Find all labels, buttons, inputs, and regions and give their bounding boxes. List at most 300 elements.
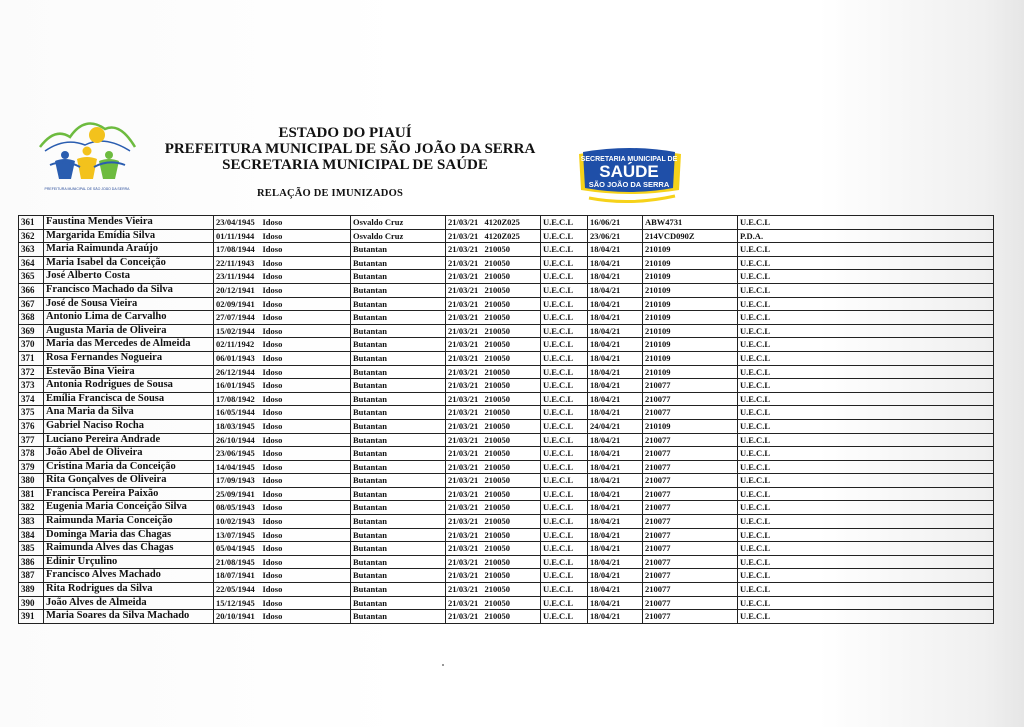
- dose2-place-cell: U.E.C.L: [738, 474, 994, 488]
- row-number-cell: 386: [19, 555, 44, 569]
- patient-name-cell: João Abel de Oliveira: [44, 447, 214, 461]
- dose1-date-cell: 21/03/21: [446, 447, 483, 461]
- patient-name-cell: Rita Gonçalves de Oliveira: [44, 474, 214, 488]
- birth-date-cell: 17/09/1943: [214, 474, 261, 488]
- dose2-lot-cell: 210077: [643, 447, 738, 461]
- patient-name-cell: Emília Francisca de Sousa: [44, 392, 214, 406]
- dose2-lot-cell: 210109: [643, 311, 738, 325]
- row-number-cell: 376: [19, 419, 44, 433]
- priority-group-cell: Idoso: [261, 379, 351, 393]
- dose1-place-cell: U.E.C.L: [541, 351, 588, 365]
- dose1-date-cell: 21/03/21: [446, 569, 483, 583]
- dose2-date-cell: 18/04/21: [588, 297, 643, 311]
- dose2-date-cell: 18/04/21: [588, 555, 643, 569]
- birth-date-cell: 14/04/1945: [214, 460, 261, 474]
- dose1-lot-cell: 4120Z025: [483, 216, 541, 230]
- dose1-lot-cell: 210050: [483, 583, 541, 597]
- dose1-place-cell: U.E.C.L: [541, 501, 588, 515]
- dose1-place-cell: U.E.C.L: [541, 229, 588, 243]
- dose2-date-cell: 18/04/21: [588, 338, 643, 352]
- vaccine-lab-cell: Butantan: [351, 487, 446, 501]
- table-row: [19, 433, 994, 447]
- priority-group-cell: Idoso: [261, 243, 351, 257]
- dose2-place-cell: U.E.C.L: [738, 447, 994, 461]
- dose2-place-cell: U.E.C.L: [738, 487, 994, 501]
- dose2-date-cell: 18/04/21: [588, 501, 643, 515]
- dose2-date-cell: 18/04/21: [588, 406, 643, 420]
- patient-name-cell: Rosa Fernandes Nogueira: [44, 351, 214, 365]
- patient-name-cell: Edinir Urçulino: [44, 555, 214, 569]
- dose2-place-cell: U.E.C.L: [738, 406, 994, 420]
- birth-date-cell: 10/02/1943: [214, 515, 261, 529]
- table-row: [19, 610, 994, 624]
- row-number-cell: 373: [19, 379, 44, 393]
- dose1-date-cell: 21/03/21: [446, 365, 483, 379]
- priority-group-cell: Idoso: [261, 324, 351, 338]
- birth-date-cell: 05/04/1945: [214, 542, 261, 556]
- row-number-cell: 375: [19, 406, 44, 420]
- priority-group-cell: Idoso: [261, 501, 351, 515]
- dose2-place-cell: U.E.C.L: [738, 351, 994, 365]
- dose2-place-cell: U.E.C.L: [738, 515, 994, 529]
- birth-date-cell: 26/10/1944: [214, 433, 261, 447]
- patient-name-cell: Eugenia Maria Conceição Silva: [44, 501, 214, 515]
- row-number-cell: 364: [19, 256, 44, 270]
- dose1-lot-cell: 210050: [483, 555, 541, 569]
- dose2-date-cell: 18/04/21: [588, 256, 643, 270]
- row-number-cell: 374: [19, 392, 44, 406]
- patient-name-cell: Dominga Maria das Chagas: [44, 528, 214, 542]
- dose2-place-cell: U.E.C.L: [738, 297, 994, 311]
- dose1-lot-cell: 210050: [483, 447, 541, 461]
- table-row: [19, 324, 994, 338]
- dose2-lot-cell: 210077: [643, 515, 738, 529]
- dose1-place-cell: U.E.C.L: [541, 256, 588, 270]
- vaccine-lab-cell: Butantan: [351, 297, 446, 311]
- vaccine-lab-cell: Butantan: [351, 610, 446, 624]
- dose1-lot-cell: 210050: [483, 515, 541, 529]
- dose2-lot-cell: 210077: [643, 392, 738, 406]
- dose1-place-cell: U.E.C.L: [541, 474, 588, 488]
- priority-group-cell: Idoso: [261, 351, 351, 365]
- dose1-lot-cell: 210050: [483, 487, 541, 501]
- dose1-place-cell: U.E.C.L: [541, 596, 588, 610]
- vaccine-lab-cell: Butantan: [351, 447, 446, 461]
- birth-date-cell: 01/11/1944: [214, 229, 261, 243]
- priority-group-cell: Idoso: [261, 474, 351, 488]
- dose2-lot-cell: 210077: [643, 528, 738, 542]
- dose2-lot-cell: 210077: [643, 596, 738, 610]
- dose2-lot-cell: 210109: [643, 243, 738, 257]
- table-row: [19, 406, 994, 420]
- row-number-cell: 383: [19, 515, 44, 529]
- dose1-place-cell: U.E.C.L: [541, 283, 588, 297]
- patient-name-cell: Augusta Maria de Oliveira: [44, 324, 214, 338]
- dose2-place-cell: U.E.C.L: [738, 311, 994, 325]
- priority-group-cell: Idoso: [261, 419, 351, 433]
- row-number-cell: 370: [19, 338, 44, 352]
- row-number-cell: 389: [19, 583, 44, 597]
- dose2-place-cell: U.E.C.L: [738, 419, 994, 433]
- dose2-place-cell: U.E.C.L: [738, 283, 994, 297]
- row-number-cell: 379: [19, 460, 44, 474]
- dose2-place-cell: U.E.C.L: [738, 216, 994, 230]
- row-number-cell: 381: [19, 487, 44, 501]
- row-number-cell: 361: [19, 216, 44, 230]
- birth-date-cell: 20/10/1941: [214, 610, 261, 624]
- vaccine-lab-cell: Butantan: [351, 542, 446, 556]
- dose2-date-cell: 18/04/21: [588, 433, 643, 447]
- dose2-date-cell: 18/04/21: [588, 487, 643, 501]
- birth-date-cell: 18/07/1941: [214, 569, 261, 583]
- dose1-place-cell: U.E.C.L: [541, 406, 588, 420]
- dose1-place-cell: U.E.C.L: [541, 542, 588, 556]
- dose1-lot-cell: 210050: [483, 379, 541, 393]
- dose2-lot-cell: 210077: [643, 379, 738, 393]
- dose2-place-cell: U.E.C.L: [738, 555, 994, 569]
- vaccine-lab-cell: Butantan: [351, 433, 446, 447]
- dose2-lot-cell: 210109: [643, 338, 738, 352]
- vaccine-lab-cell: Butantan: [351, 311, 446, 325]
- dose1-date-cell: 21/03/21: [446, 474, 483, 488]
- priority-group-cell: Idoso: [261, 555, 351, 569]
- birth-date-cell: 20/12/1941: [214, 283, 261, 297]
- patient-name-cell: Faustina Mendes Vieira: [44, 216, 214, 230]
- dose1-place-cell: U.E.C.L: [541, 419, 588, 433]
- dose2-lot-cell: 210109: [643, 351, 738, 365]
- dose1-lot-cell: 210050: [483, 270, 541, 284]
- table-row: [19, 351, 994, 365]
- dose1-place-cell: U.E.C.L: [541, 460, 588, 474]
- table-row: [19, 447, 994, 461]
- table-row: [19, 392, 994, 406]
- vaccine-lab-cell: Butantan: [351, 338, 446, 352]
- dose1-place-cell: U.E.C.L: [541, 569, 588, 583]
- dose1-date-cell: 21/03/21: [446, 324, 483, 338]
- dose2-lot-cell: 210077: [643, 569, 738, 583]
- priority-group-cell: Idoso: [261, 365, 351, 379]
- table-row: [19, 501, 994, 515]
- dose1-date-cell: 21/03/21: [446, 297, 483, 311]
- birth-date-cell: 17/08/1944: [214, 243, 261, 257]
- vaccine-lab-cell: Butantan: [351, 365, 446, 379]
- priority-group-cell: Idoso: [261, 229, 351, 243]
- birth-date-cell: 22/05/1944: [214, 583, 261, 597]
- dose2-lot-cell: 210077: [643, 406, 738, 420]
- health-secretariat-logo: [575, 148, 685, 208]
- row-number-cell: 365: [19, 270, 44, 284]
- row-number-cell: 369: [19, 324, 44, 338]
- birth-date-cell: 22/11/1943: [214, 256, 261, 270]
- dose2-place-cell: U.E.C.L: [738, 256, 994, 270]
- dose1-place-cell: U.E.C.L: [541, 270, 588, 284]
- dose2-date-cell: 18/04/21: [588, 379, 643, 393]
- patient-name-cell: Margarida Emídia Silva: [44, 229, 214, 243]
- dose2-date-cell: 23/06/21: [588, 229, 643, 243]
- dose1-date-cell: 21/03/21: [446, 460, 483, 474]
- vaccine-lab-cell: Butantan: [351, 501, 446, 515]
- patient-name-cell: Cristina Maria da Conceição: [44, 460, 214, 474]
- dose1-date-cell: 21/03/21: [446, 311, 483, 325]
- dose2-lot-cell: 210077: [643, 433, 738, 447]
- row-number-cell: 387: [19, 569, 44, 583]
- table-row: [19, 338, 994, 352]
- birth-date-cell: 02/11/1942: [214, 338, 261, 352]
- patient-name-cell: Francisca Pereira Paixão: [44, 487, 214, 501]
- dose2-place-cell: U.E.C.L: [738, 542, 994, 556]
- dose1-lot-cell: 210050: [483, 406, 541, 420]
- row-number-cell: 377: [19, 433, 44, 447]
- row-number-cell: 371: [19, 351, 44, 365]
- birth-date-cell: 15/02/1944: [214, 324, 261, 338]
- immunized-table: [18, 215, 994, 624]
- dose2-place-cell: U.E.C.L: [738, 270, 994, 284]
- dose1-place-cell: U.E.C.L: [541, 297, 588, 311]
- dose1-date-cell: 21/03/21: [446, 555, 483, 569]
- dose1-date-cell: 21/03/21: [446, 596, 483, 610]
- patient-name-cell: Gabriel Naciso Rocha: [44, 419, 214, 433]
- birth-date-cell: 02/09/1941: [214, 297, 261, 311]
- priority-group-cell: Idoso: [261, 338, 351, 352]
- dose2-place-cell: U.E.C.L: [738, 528, 994, 542]
- birth-date-cell: 23/04/1945: [214, 216, 261, 230]
- birth-date-cell: 08/05/1943: [214, 501, 261, 515]
- dose1-place-cell: U.E.C.L: [541, 365, 588, 379]
- dose1-date-cell: 21/03/21: [446, 229, 483, 243]
- dose1-date-cell: 21/03/21: [446, 392, 483, 406]
- priority-group-cell: Idoso: [261, 542, 351, 556]
- table-row: [19, 460, 994, 474]
- dose2-lot-cell: 210109: [643, 283, 738, 297]
- vaccine-lab-cell: Osvaldo Cruz: [351, 216, 446, 230]
- dose1-lot-cell: 210050: [483, 610, 541, 624]
- dose1-lot-cell: 210050: [483, 324, 541, 338]
- vaccine-lab-cell: Butantan: [351, 351, 446, 365]
- table-row: [19, 515, 994, 529]
- birth-date-cell: 25/09/1941: [214, 487, 261, 501]
- patient-name-cell: José Alberto Costa: [44, 270, 214, 284]
- table-row: [19, 555, 994, 569]
- birth-date-cell: 21/08/1945: [214, 555, 261, 569]
- vaccine-lab-cell: Butantan: [351, 392, 446, 406]
- table-row: [19, 311, 994, 325]
- birth-date-cell: 23/06/1945: [214, 447, 261, 461]
- dose2-place-cell: U.E.C.L: [738, 433, 994, 447]
- dose2-date-cell: 18/04/21: [588, 474, 643, 488]
- vaccine-lab-cell: Butantan: [351, 596, 446, 610]
- dose1-lot-cell: 210050: [483, 596, 541, 610]
- priority-group-cell: Idoso: [261, 487, 351, 501]
- table-body: [19, 216, 994, 624]
- table-row: [19, 474, 994, 488]
- priority-group-cell: Idoso: [261, 447, 351, 461]
- row-number-cell: 362: [19, 229, 44, 243]
- birth-date-cell: 26/12/1944: [214, 365, 261, 379]
- dose1-lot-cell: 210050: [483, 528, 541, 542]
- table-row: [19, 419, 994, 433]
- dose1-place-cell: U.E.C.L: [541, 324, 588, 338]
- dose1-lot-cell: 210050: [483, 433, 541, 447]
- health-logo-line3: SÃO JOÃO DA SERRA: [588, 180, 670, 189]
- dose2-place-cell: U.E.C.L: [738, 392, 994, 406]
- dose2-lot-cell: 210109: [643, 324, 738, 338]
- dose1-place-cell: U.E.C.L: [541, 311, 588, 325]
- table-row: [19, 596, 994, 610]
- dose2-date-cell: 18/04/21: [588, 311, 643, 325]
- row-number-cell: 363: [19, 243, 44, 257]
- dose2-date-cell: 18/04/21: [588, 365, 643, 379]
- patient-name-cell: Ana Maria da Silva: [44, 406, 214, 420]
- dose2-lot-cell: 210077: [643, 487, 738, 501]
- health-logo-graphic: [575, 148, 685, 208]
- birth-date-cell: 15/12/1945: [214, 596, 261, 610]
- dose2-lot-cell: 210109: [643, 256, 738, 270]
- row-number-cell: 372: [19, 365, 44, 379]
- dose1-place-cell: U.E.C.L: [541, 216, 588, 230]
- dose2-date-cell: 18/04/21: [588, 283, 643, 297]
- dose1-lot-cell: 210050: [483, 542, 541, 556]
- dose2-lot-cell: 210077: [643, 555, 738, 569]
- row-number-cell: 368: [19, 311, 44, 325]
- dose1-place-cell: U.E.C.L: [541, 528, 588, 542]
- dose1-lot-cell: 210050: [483, 338, 541, 352]
- dose2-place-cell: U.E.C.L: [738, 501, 994, 515]
- state-title: ESTADO DO PIAUÍ: [278, 125, 412, 141]
- dose1-date-cell: 21/03/21: [446, 406, 483, 420]
- patient-name-cell: Raimunda Alves das Chagas: [44, 542, 214, 556]
- dose2-date-cell: 18/04/21: [588, 583, 643, 597]
- patient-name-cell: Maria Soares da Silva Machado: [44, 610, 214, 624]
- prefecture-title: PREFEITURA MUNICIPAL DE SÃO JOÃO DA SERRA: [164, 141, 536, 157]
- priority-group-cell: Idoso: [261, 256, 351, 270]
- dose1-lot-cell: 4120Z025: [483, 229, 541, 243]
- dose2-lot-cell: 210077: [643, 460, 738, 474]
- birth-date-cell: 06/01/1943: [214, 351, 261, 365]
- vaccine-lab-cell: Butantan: [351, 555, 446, 569]
- dose2-date-cell: 18/04/21: [588, 515, 643, 529]
- table-row: [19, 270, 994, 284]
- dose2-date-cell: 18/04/21: [588, 270, 643, 284]
- priority-group-cell: Idoso: [261, 283, 351, 297]
- dose2-lot-cell: 210077: [643, 610, 738, 624]
- dose2-date-cell: 18/04/21: [588, 528, 643, 542]
- row-number-cell: 380: [19, 474, 44, 488]
- dose1-place-cell: U.E.C.L: [541, 392, 588, 406]
- dose1-lot-cell: 210050: [483, 351, 541, 365]
- dose1-place-cell: U.E.C.L: [541, 243, 588, 257]
- dose1-date-cell: 21/03/21: [446, 351, 483, 365]
- priority-group-cell: Idoso: [261, 460, 351, 474]
- row-number-cell: 384: [19, 528, 44, 542]
- priority-group-cell: Idoso: [261, 216, 351, 230]
- priority-group-cell: Idoso: [261, 569, 351, 583]
- patient-name-cell: Antonio Lima de Carvalho: [44, 311, 214, 325]
- vaccine-lab-cell: Butantan: [351, 406, 446, 420]
- dose2-date-cell: 18/04/21: [588, 610, 643, 624]
- dose1-place-cell: U.E.C.L: [541, 555, 588, 569]
- birth-date-cell: 18/03/1945: [214, 419, 261, 433]
- vaccine-lab-cell: Butantan: [351, 243, 446, 257]
- patient-name-cell: Maria Isabel da Conceição: [44, 256, 214, 270]
- dose1-lot-cell: 210050: [483, 392, 541, 406]
- dose1-lot-cell: 210050: [483, 419, 541, 433]
- dose1-place-cell: U.E.C.L: [541, 433, 588, 447]
- vaccine-lab-cell: Butantan: [351, 270, 446, 284]
- dose1-lot-cell: 210050: [483, 283, 541, 297]
- dose2-date-cell: 18/04/21: [588, 243, 643, 257]
- priority-group-cell: Idoso: [261, 528, 351, 542]
- patient-name-cell: João Alves de Almeida: [44, 596, 214, 610]
- priority-group-cell: Idoso: [261, 406, 351, 420]
- dose1-lot-cell: 210050: [483, 256, 541, 270]
- dose2-date-cell: 18/04/21: [588, 351, 643, 365]
- dose2-place-cell: U.E.C.L: [738, 460, 994, 474]
- row-number-cell: 385: [19, 542, 44, 556]
- dose1-date-cell: 21/03/21: [446, 256, 483, 270]
- dose2-date-cell: 18/04/21: [588, 460, 643, 474]
- vaccine-lab-cell: Butantan: [351, 256, 446, 270]
- vaccine-lab-cell: Butantan: [351, 528, 446, 542]
- dose2-date-cell: 18/04/21: [588, 447, 643, 461]
- row-number-cell: 367: [19, 297, 44, 311]
- dose2-lot-cell: 210109: [643, 365, 738, 379]
- table-row: [19, 216, 994, 230]
- dose2-lot-cell: ABW4731: [643, 216, 738, 230]
- table-row: [19, 542, 994, 556]
- dose1-lot-cell: 210050: [483, 297, 541, 311]
- priority-group-cell: Idoso: [261, 270, 351, 284]
- dose2-place-cell: P.D.A.: [738, 229, 994, 243]
- dose1-date-cell: 21/03/21: [446, 243, 483, 257]
- dose1-place-cell: U.E.C.L: [541, 447, 588, 461]
- patient-name-cell: Maria Raimunda Araújo: [44, 243, 214, 257]
- table-row: [19, 583, 994, 597]
- dose2-place-cell: U.E.C.L: [738, 338, 994, 352]
- dose1-date-cell: 21/03/21: [446, 283, 483, 297]
- birth-date-cell: 13/07/1945: [214, 528, 261, 542]
- vaccine-lab-cell: Butantan: [351, 283, 446, 297]
- dose2-place-cell: U.E.C.L: [738, 365, 994, 379]
- table-row: [19, 487, 994, 501]
- dose2-lot-cell: 210077: [643, 583, 738, 597]
- health-logo-line1: SECRETARIA MUNICIPAL DE: [580, 156, 678, 163]
- vaccine-lab-cell: Butantan: [351, 419, 446, 433]
- dose2-date-cell: 16/06/21: [588, 216, 643, 230]
- dose1-lot-cell: 210050: [483, 501, 541, 515]
- patient-name-cell: José de Sousa Vieira: [44, 297, 214, 311]
- dose1-date-cell: 21/03/21: [446, 542, 483, 556]
- dose1-date-cell: 21/03/21: [446, 433, 483, 447]
- birth-date-cell: 17/08/1942: [214, 392, 261, 406]
- dose2-place-cell: U.E.C.L: [738, 324, 994, 338]
- birth-date-cell: 16/01/1945: [214, 379, 261, 393]
- row-number-cell: 390: [19, 596, 44, 610]
- dose2-lot-cell: 210077: [643, 474, 738, 488]
- dose2-date-cell: 24/04/21: [588, 419, 643, 433]
- vaccine-lab-cell: Osvaldo Cruz: [351, 229, 446, 243]
- vaccine-lab-cell: Butantan: [351, 569, 446, 583]
- priority-group-cell: Idoso: [261, 392, 351, 406]
- dose2-place-cell: U.E.C.L: [738, 243, 994, 257]
- row-number-cell: 378: [19, 447, 44, 461]
- table-row: [19, 569, 994, 583]
- report-title: RELAÇÃO DE IMUNIZADOS: [257, 188, 403, 199]
- dose1-date-cell: 21/03/21: [446, 379, 483, 393]
- dose1-lot-cell: 210050: [483, 311, 541, 325]
- dose1-place-cell: U.E.C.L: [541, 487, 588, 501]
- dose2-place-cell: U.E.C.L: [738, 569, 994, 583]
- vaccine-lab-cell: Butantan: [351, 379, 446, 393]
